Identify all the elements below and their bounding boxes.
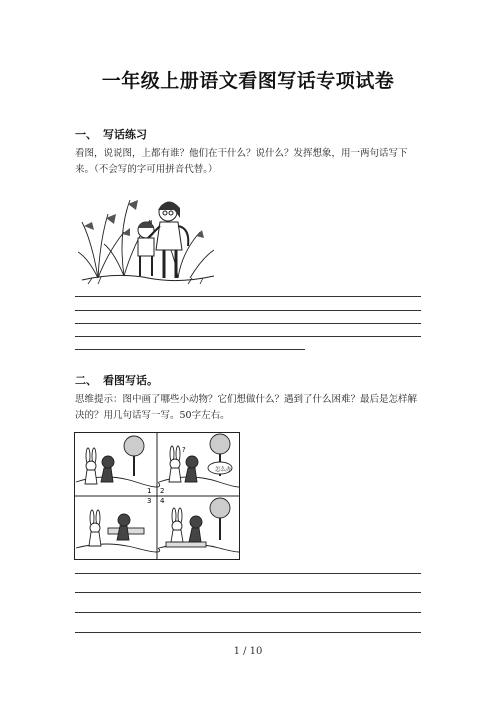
panel-number: 4 [160, 497, 165, 505]
panel-number: 1 [147, 487, 152, 495]
answer-line[interactable] [75, 310, 421, 311]
answer-line[interactable] [75, 336, 421, 337]
panel-number: 3 [147, 497, 152, 505]
section2-heading [75, 372, 158, 388]
illustration-boy-and-girl [78, 192, 216, 288]
answer-line[interactable] [75, 612, 421, 613]
answer-line[interactable] [75, 296, 421, 297]
section1-instruction: 看图，说说图，上都有谁？他们在干什么？说什么？发挥想象，用一两句话写下来。（不会写的字可用拼音代替。） [75, 148, 408, 175]
section2-instruction: 思维提示：图中画了哪些小动物？它们想做什么？遇到了什么困难？最后是怎样解决的？用几句话写一写。50字左右。 [75, 394, 418, 421]
section1-number: 一、 [75, 128, 97, 141]
section2-number: 二、 [75, 374, 97, 387]
section1-heading [75, 126, 147, 142]
speech-bubble-text: 怎么办 [215, 467, 232, 473]
page-title: 一年级上册语文看图写话专项试卷 [101, 70, 395, 92]
page-number: 1 / 10 [233, 646, 263, 657]
answer-line[interactable] [75, 632, 421, 633]
comic-four-panels [74, 432, 240, 560]
answer-line[interactable] [75, 573, 421, 574]
answer-line[interactable] [75, 323, 421, 324]
panel-number: 2 [160, 487, 165, 495]
svg-text:?: ? [182, 446, 186, 454]
section1-title: 写话练习 [103, 128, 147, 141]
answer-line[interactable] [75, 592, 421, 593]
answer-line-short[interactable] [75, 349, 305, 350]
section2-title: 看图写话。 [103, 374, 158, 387]
